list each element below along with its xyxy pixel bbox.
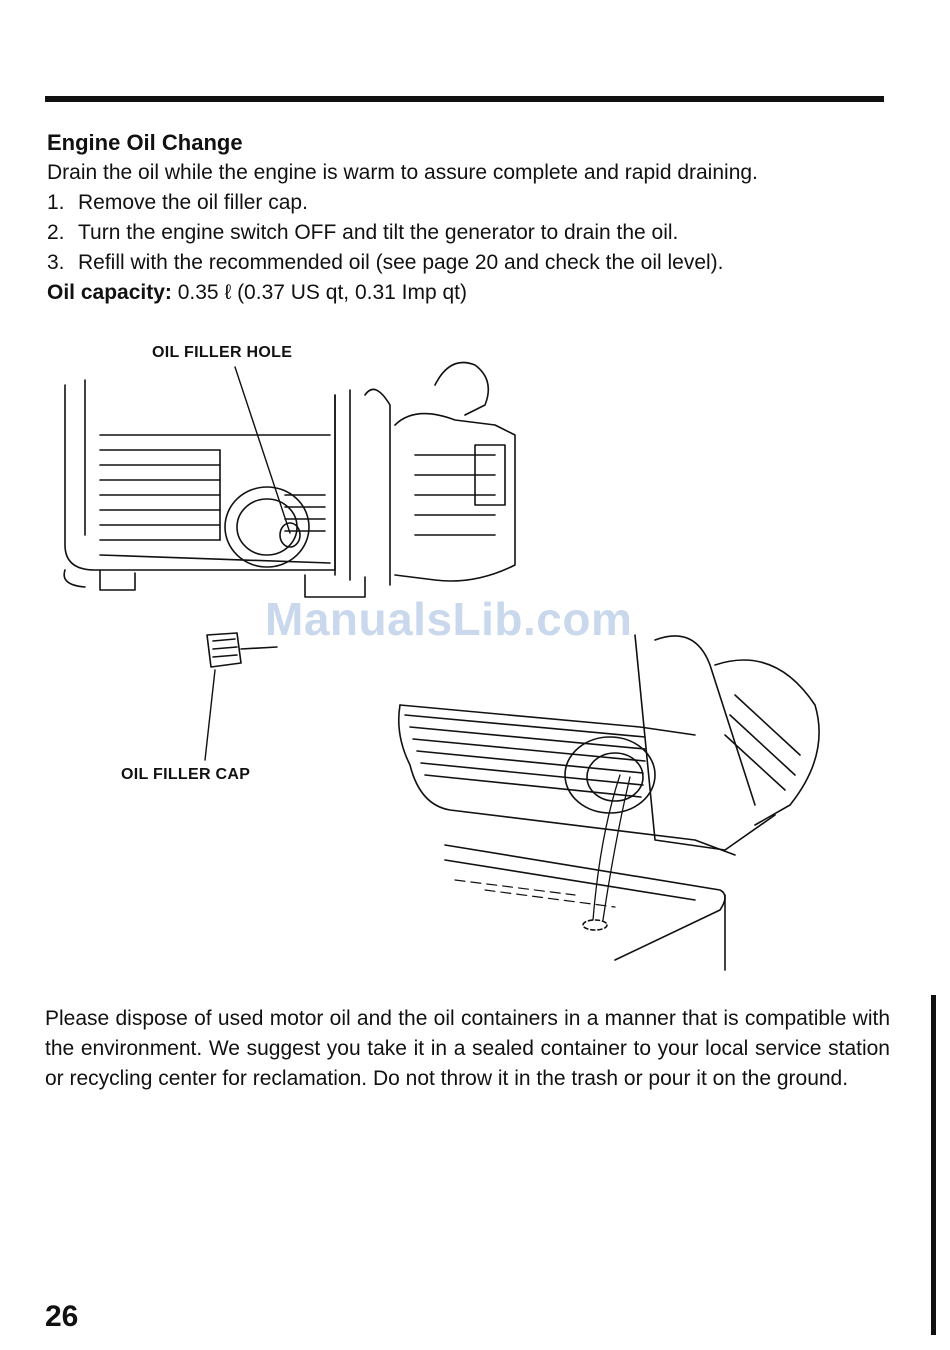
step-item [47,188,897,218]
page-edge-bar [931,995,936,1335]
step-text: Refill with the recommended oil (see page 20 and check the oil level). [78,251,724,274]
generator-upright-drawing [64,363,515,598]
step-item [47,218,897,248]
step-text: Remove the oil filler cap. [78,191,308,214]
oil-capacity [47,278,897,308]
generator-tilted-drawing [399,635,819,970]
step-number: 2. [47,221,65,244]
oil-capacity-label: Oil capacity: [47,281,172,304]
step-number: 3. [47,251,65,274]
watermark: ManualsLib.com [265,593,633,645]
disposal-note: Please dispose of used motor oil and the oil containers in a manner that is compatible with the environment. We suggest you take it in a sealed container to your local service station or recycling center for reclamation. Do not throw it in the trash or pour it on the ground. [45,1007,890,1090]
steps-list [47,188,897,278]
section-heading: Engine Oil Change [47,130,243,155]
oil-change-illustration [55,335,845,975]
intro-text: Drain the oil while the engine is warm to assure complete and rapid draining. [47,161,758,184]
step-number: 1. [47,191,65,214]
top-rule [45,96,884,102]
oil-change-section [47,128,897,308]
oil-filler-hole-label: OIL FILLER HOLE [152,344,293,361]
step-text: Turn the engine switch OFF and tilt the generator to drain the oil. [78,221,679,244]
step-item [47,248,897,278]
oil-capacity-value: 0.35 ℓ (0.37 US qt, 0.31 Imp qt) [177,281,468,304]
oil-filler-cap-label: OIL FILLER CAP [121,766,251,783]
page-number: 26 [45,1300,79,1333]
